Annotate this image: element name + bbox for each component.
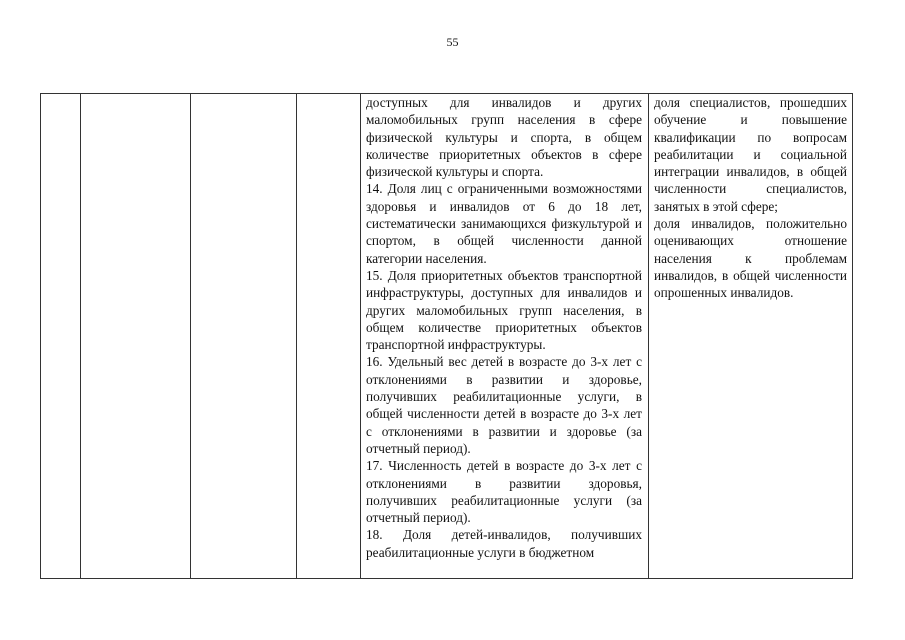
indicator-text: 18. Доля детей-инвалидов, получивших реабилитационные услуги в бюджетном bbox=[366, 527, 642, 560]
table-cell-3 bbox=[191, 94, 297, 579]
indicator-text: 16. Удельный вес детей в возрасте до 3-х лет с отклонениями в развитии и здоровье, получивших реабилитационные услуги, в общей численности детей в возрасте до 3-х лет с отклонениями в развитии и здоровье (за отчетный период). bbox=[366, 354, 642, 456]
table-row bbox=[41, 94, 853, 579]
result-text: доля специалистов, прошедших обучение и повышение квалификации по вопросам реабилитации и социальной интеграции инвалидов, в общей численности специалистов, занятых в этой сфере; bbox=[654, 95, 847, 214]
indicators-cell bbox=[361, 94, 649, 579]
results-cell bbox=[649, 94, 853, 579]
indicator-text: 15. Доля приоритетных объектов транспортной инфраструктуры, доступных для инвалидов и других маломобильных групп населения, в общем количестве приоритетных объектов транспортной инфраструктуры. bbox=[366, 267, 642, 353]
indicator-text: 14. Доля лиц с ограниченными возможностями здоровья и инвалидов от 6 до 18 лет, систематически занимающихся физкультурой и спортом, в общей численности данной категории населения. bbox=[366, 181, 642, 266]
table-cell-4 bbox=[297, 94, 361, 579]
indicator-text: 17. Численность детей в возрасте до 3-х лет с отклонениями в развитии здоровья, получивших реабилитационные услуги (за отчетный период). bbox=[366, 458, 642, 526]
result-text: доля инвалидов, положительно оценивающих отношение населения к проблемам инвалидов, в общей численности опрошенных инвалидов. bbox=[654, 216, 847, 301]
table-cell-2 bbox=[81, 94, 191, 579]
document-table bbox=[40, 93, 853, 579]
page-number: 55 bbox=[446, 35, 459, 49]
table-cell-1 bbox=[41, 94, 81, 579]
indicator-text: доступных для инвалидов и других маломобильных групп населения в сфере физической культуры и спорта, в общем количестве приоритетных объектов в сфере физической культуры и спорта. bbox=[366, 95, 642, 180]
